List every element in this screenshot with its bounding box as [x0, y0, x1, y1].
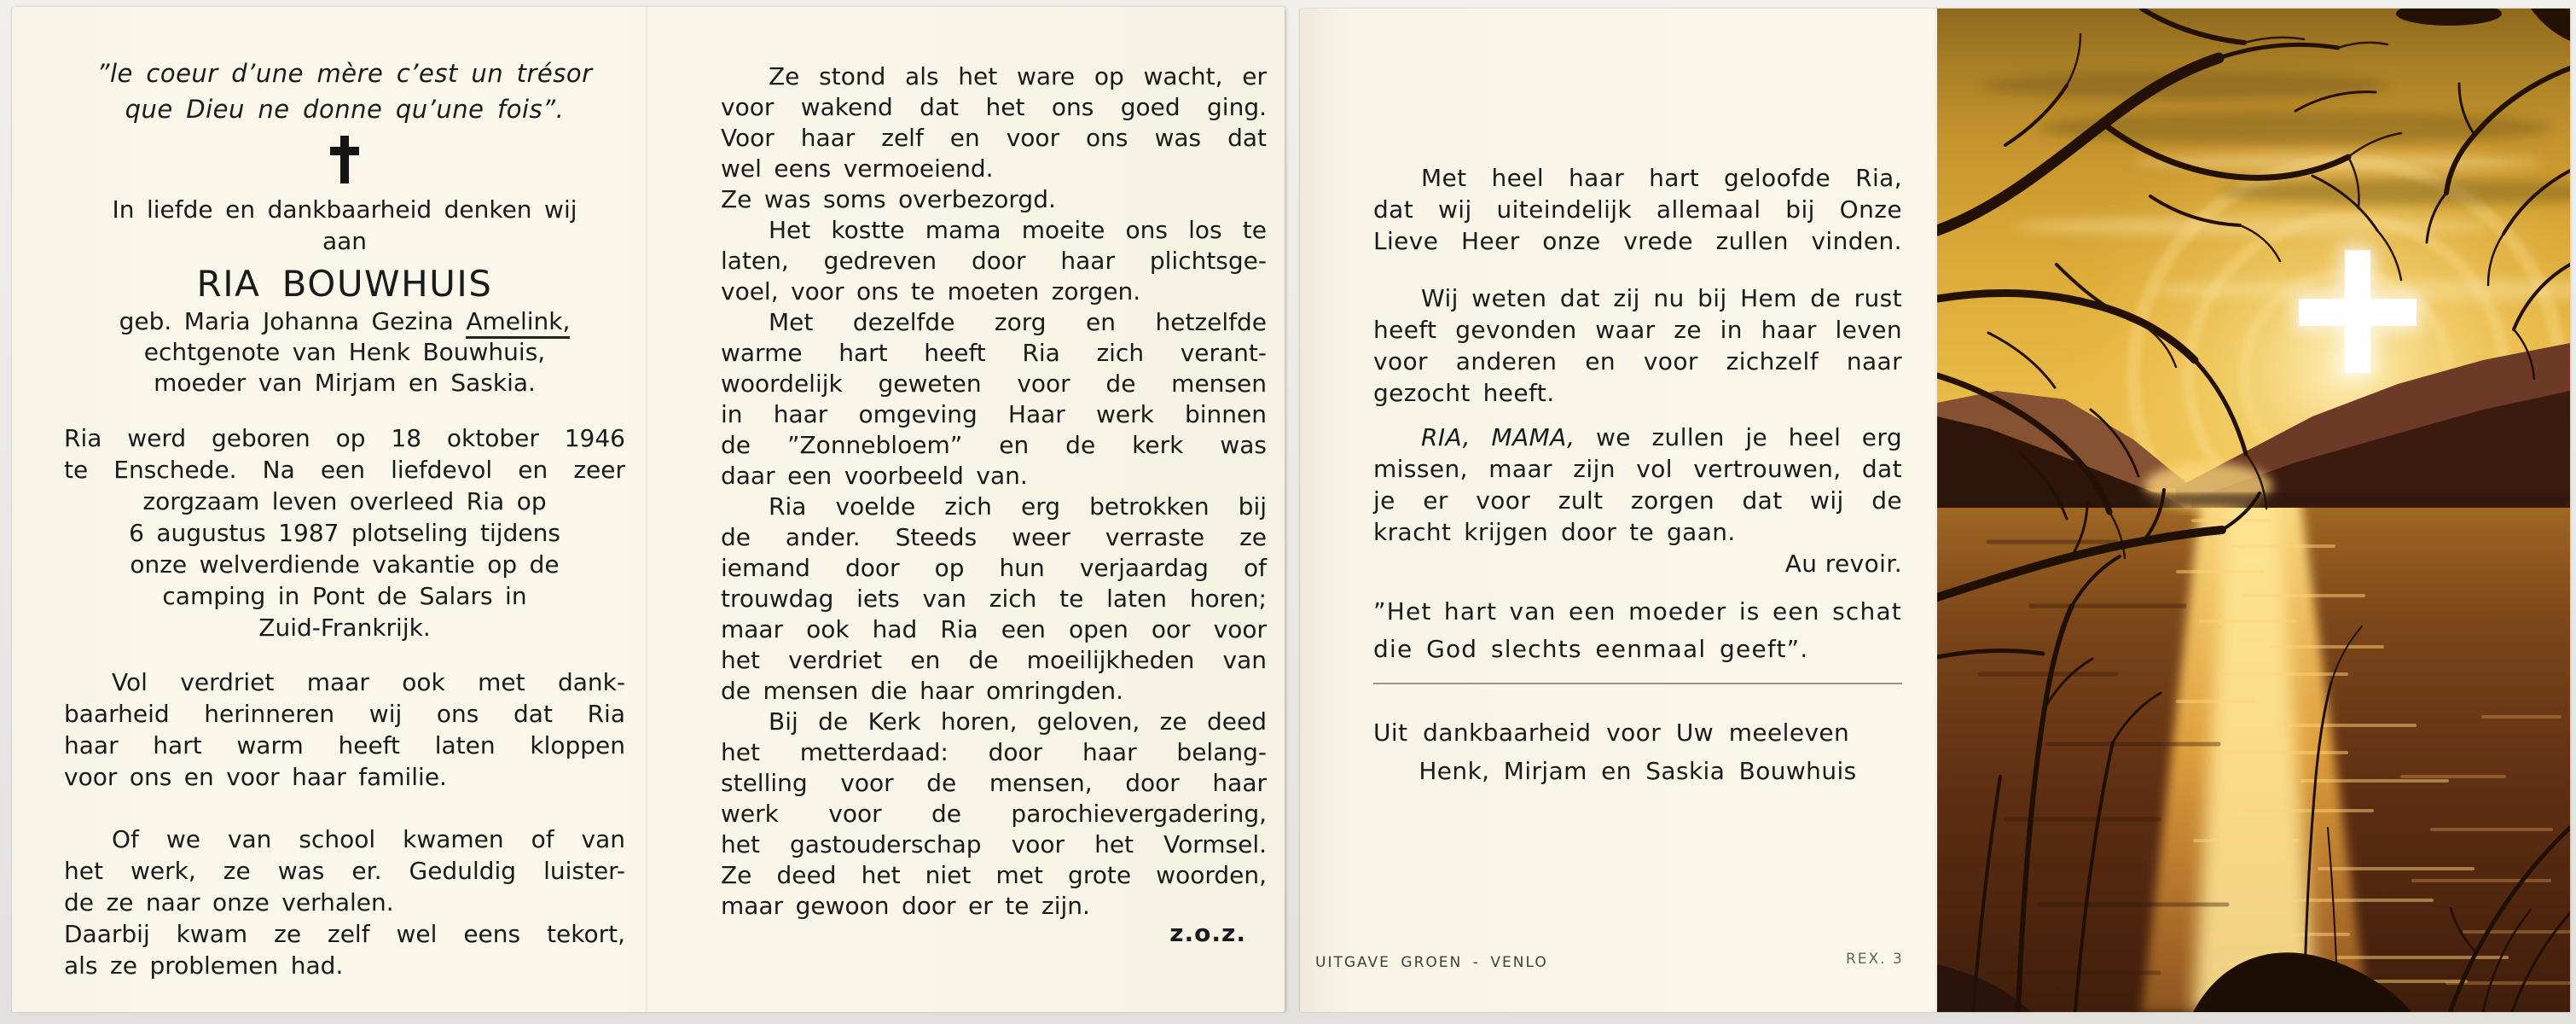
birth-name-prefix: geb. Maria Johanna Gezina: [119, 307, 454, 335]
text-line: Ze stond als het ware op wacht, er: [769, 62, 1267, 90]
text-line: heeft gevonden waar ze in haar leven: [1373, 316, 1902, 344]
spouse-line: echtgenote van Henk Bouwhuis,: [143, 338, 546, 366]
mother-line: moeder van Mirjam en Saskia.: [154, 369, 536, 397]
turn-over-note: z.o.z.: [1169, 919, 1246, 947]
paragraph-school: [64, 823, 625, 981]
quote-line: ”le coeur d’une mère c’est un trésor: [96, 59, 593, 88]
text-line: Ze was soms overbezorgd.: [721, 185, 1056, 213]
text-line: Of we van school kwamen of van: [112, 825, 625, 853]
text-line: het verdriet en de moeilijkheden van: [721, 646, 1267, 674]
text-line: Met dezelfde zorg en hetzelfde: [769, 308, 1267, 336]
intro-lines: [64, 194, 625, 257]
text-line: voor wakend dat het ons goed ging.: [721, 93, 1267, 121]
text-line: baarheid herinneren wij ons dat Ria: [64, 700, 625, 728]
text-line: maar ook had Ria een open oor voor: [721, 615, 1267, 643]
text-line: Wij weten dat zij nu bij Hem de rust: [1421, 284, 1902, 312]
text-line: Met heel haar hart geloofde Ria,: [1421, 164, 1902, 192]
text-line: Ria voelde zich erg betrokken bij: [769, 492, 1267, 521]
text-line: als ze problemen had.: [64, 951, 344, 980]
text-line: trouwdag iets van zich te laten horen;: [721, 585, 1267, 613]
text-line: werk voor de parochievergadering,: [721, 800, 1267, 828]
signature-line: Henk, Mirjam en Saskia Bouwhuis: [1419, 757, 1857, 785]
quote-line: que Dieu ne donne qu’une fois”.: [125, 95, 565, 124]
text-line: de ze naar onze verhalen.: [64, 888, 394, 916]
inside-left-panel: [721, 61, 1267, 949]
text-line: het gastouderschap voor het Vormsel.: [721, 830, 1267, 858]
french-quote: [64, 55, 625, 127]
card-left-page: [12, 7, 1285, 1012]
cross-horizontal-bar: [330, 147, 359, 155]
fold-crease: [645, 7, 648, 1012]
maiden-name-underlined: Amelink,: [466, 307, 570, 339]
paragraph-ria-mama: [1373, 422, 1902, 548]
text-line: stelling voor de mensen, door haar: [721, 769, 1267, 797]
text-line: iemand door op hun verjaardag of: [721, 554, 1267, 582]
text-line: haar hart warm heeft laten kloppen: [64, 731, 625, 759]
inside-text: [721, 61, 1267, 922]
text-line: te Enschede. Na een liefdevol en zeer: [64, 456, 625, 484]
text-line: gezocht heeft.: [1373, 379, 1555, 407]
text-line: Daarbij kwam ze zelf wel eens tekort,: [64, 920, 625, 948]
text-line: de ander. Steeds weer verraste ze: [721, 523, 1267, 551]
text-line: Ze deed het niet met grote woorden,: [721, 861, 1267, 889]
text-line: de mensen die haar omringden.: [721, 677, 1124, 705]
text-line: 6 augustus 1987 plotseling tijdens: [129, 519, 560, 547]
text-line: warme hart heeft Ria zich verant-: [721, 339, 1267, 367]
text-line: zorgzaam leven overleed Ria op: [142, 487, 547, 515]
text-line: in haar omgeving Haar werk binnen: [721, 400, 1267, 428]
text-line: Vol verdriet maar ook met dank-: [112, 668, 625, 696]
front-panel: [64, 55, 625, 981]
print-reference: REX. 3: [1846, 951, 1904, 968]
text-line: ”Het hart van een moeder is een schat: [1373, 597, 1902, 625]
paragraph-thanks: [64, 666, 625, 793]
text-line: Het kostte mama moeite ons los te: [769, 216, 1267, 244]
mother-heart-quote: [1373, 593, 1902, 668]
text-line: voel, voor ons te moeten zorgen.: [721, 277, 1141, 305]
paragraph-rest: [1373, 282, 1902, 409]
closing-line: Uit dankbaarheid voor Uw meeleven: [1373, 719, 1850, 747]
farewell-line: Au revoir.: [1784, 550, 1902, 578]
text-line: camping in Pont de Salars in: [162, 582, 527, 610]
paragraph-faith: [1373, 162, 1902, 257]
text-line: Bij de Kerk horen, geloven, ze deed: [769, 707, 1267, 736]
text-line: dat wij uiteindelijk allemaal bij Onze: [1373, 195, 1902, 224]
text-line: Voor haar zelf en voor ons was dat: [721, 124, 1267, 152]
sunset-photo: [1935, 9, 2570, 1012]
card-right-page: [1300, 9, 2570, 1012]
text-line: Zuid-Frankrijk.: [258, 614, 431, 642]
text-line: wel eens vermoeiend.: [721, 154, 994, 183]
text-line: missen, maar zijn vol vertrouwen, dat: [1373, 455, 1902, 483]
deceased-name: RIA BOUWHUIS: [196, 263, 493, 305]
memorial-cross-icon: [325, 136, 364, 183]
birth-name-line: [64, 306, 625, 337]
sunset-photo-art: [1937, 9, 2570, 1012]
paragraph-birth: [64, 422, 625, 643]
publisher-imprint: UITGAVE GROEN - VENLO: [1315, 954, 1548, 971]
text-line: die God slechts eenmaal geeft”.: [1373, 635, 1809, 663]
text-line: Lieve Heer onze vrede zullen vinden.: [1373, 227, 1902, 255]
text-line: In liefde en dankbaarheid denken wij: [112, 195, 577, 224]
text-line: het metterdaad: door haar belang-: [721, 738, 1267, 766]
divider-rule: [1373, 683, 1902, 684]
text-line: laten, gedreven door haar plichtsge-: [721, 247, 1267, 275]
text-line: voor anderen en voor zichzelf naar: [1373, 347, 1902, 375]
text-line: RIA, MAMA, we zullen je heel erg: [1421, 423, 1902, 451]
text-line: maar gewoon door er te zijn.: [721, 892, 1090, 920]
text-line: je er voor zult zorgen dat wij de: [1373, 486, 1902, 515]
inside-right-panel: [1373, 162, 1902, 787]
text-line: daar een voorbeeld van.: [721, 462, 1028, 490]
text-line: voor ons en voor haar familie.: [64, 763, 447, 791]
text-line: kracht krijgen door te gaan.: [1373, 518, 1736, 546]
text-line: aan: [322, 227, 368, 255]
text-line: het werk, ze was er. Geduldig luister-: [64, 857, 625, 885]
text-line: onze welverdiende vakantie op de: [130, 550, 560, 579]
cross-vertical-bar: [340, 136, 349, 183]
italic-emphasis: RIA, MAMA,: [1421, 423, 1575, 451]
text-line: Ria werd geboren op 18 oktober 1946: [64, 424, 625, 452]
text-line: de ”Zonnebloem” en de kerk was: [721, 431, 1267, 459]
text-line: woordelijk geweten voor de mensen: [721, 369, 1267, 398]
